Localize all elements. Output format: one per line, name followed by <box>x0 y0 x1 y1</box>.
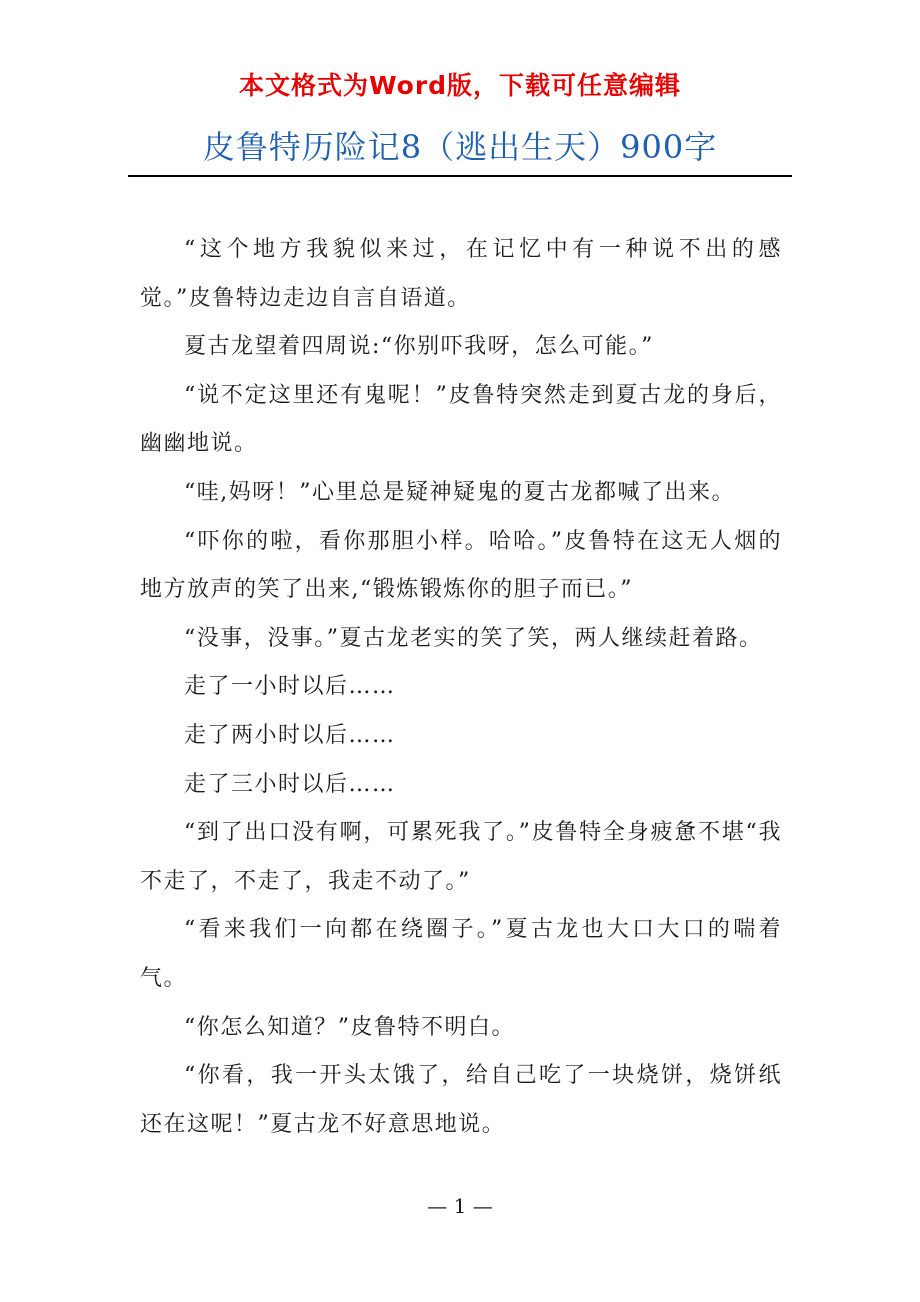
paragraph: “没事，没事。”夏古龙老实的笑了笑，两人继续赶着路。 <box>184 625 763 651</box>
paragraph: “你怎么知道？”皮鲁特不明白。 <box>184 1014 515 1040</box>
paragraph: 走了两小时以后…… <box>184 722 396 748</box>
paragraph: “哇,妈呀！”心里总是疑神疑鬼的夏古龙都喊了出来。 <box>184 479 735 505</box>
document-title: 皮鲁特历险记8（逃出生天）900字 <box>202 128 718 166</box>
paragraph: 走了一小时以后…… <box>184 674 396 700</box>
document-body <box>140 226 782 1149</box>
paragraph: 夏古龙望着四周说:“你别吓我呀，怎么可能。” <box>184 334 654 360</box>
paragraph: “到了出口没有啊，可累死我了。”皮鲁特全身疲惫不堪“我不走了，不走了，我走不动了。” <box>140 820 782 894</box>
format-notice: 本文格式为Word版，下载可任意编辑 <box>238 71 682 100</box>
paragraph: “吓你的啦，看你那胆小样。哈哈。”皮鲁特在这无人烟的地方放声的笑了出来,“锻炼锻炼你的胆子而已。” <box>140 528 782 603</box>
paragraph: 走了三小时以后…… <box>184 771 396 797</box>
paragraph: “说不定这里还有鬼呢！”皮鲁特突然走到夏古龙的身后，幽幽地说。 <box>140 382 782 457</box>
header-divider <box>128 175 792 177</box>
page-number: — 1 — <box>427 1194 493 1218</box>
paragraph: “这个地方我貌似来过，在记忆中有一种说不出的感觉。”皮鲁特边走边自言自语道。 <box>140 237 782 311</box>
paragraph: “你看，我一开头太饿了，给自己吃了一块烧饼，烧饼纸还在这呢！”夏古龙不好意思地说。 <box>140 1063 782 1137</box>
paragraph: “看来我们一向都在绕圈子。”夏古龙也大口大口的喘着气。 <box>140 917 782 991</box>
